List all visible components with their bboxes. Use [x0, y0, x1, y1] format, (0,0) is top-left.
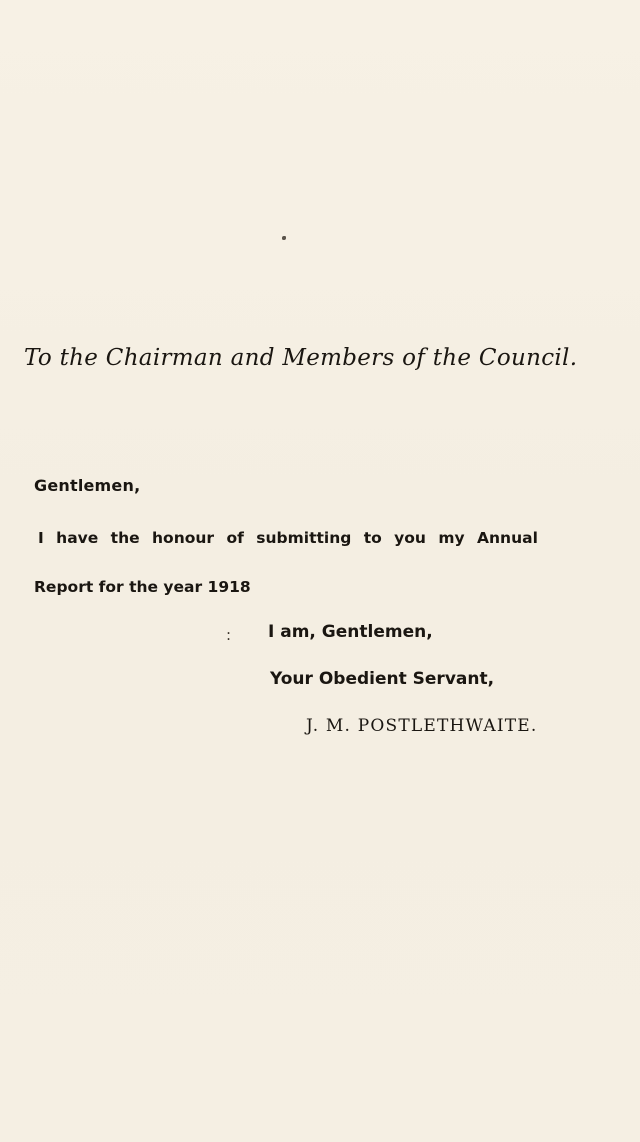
closing-line: I am, Gentlemen,: [268, 622, 433, 642]
ink-speck: [282, 236, 286, 240]
body-text-line-1: I have the honour of submitting to you my Annual: [38, 529, 538, 547]
salutation: Gentlemen,: [34, 476, 141, 495]
stray-mark: :: [226, 626, 232, 644]
body-text-line-2: Report for the year 1918: [34, 578, 251, 596]
address-heading: To the Chairman and Members of the Council.: [24, 345, 578, 371]
servant-line: Your Obedient Servant,: [270, 669, 495, 689]
signature-name: J. M. POSTLETHWAITE.: [306, 716, 538, 736]
